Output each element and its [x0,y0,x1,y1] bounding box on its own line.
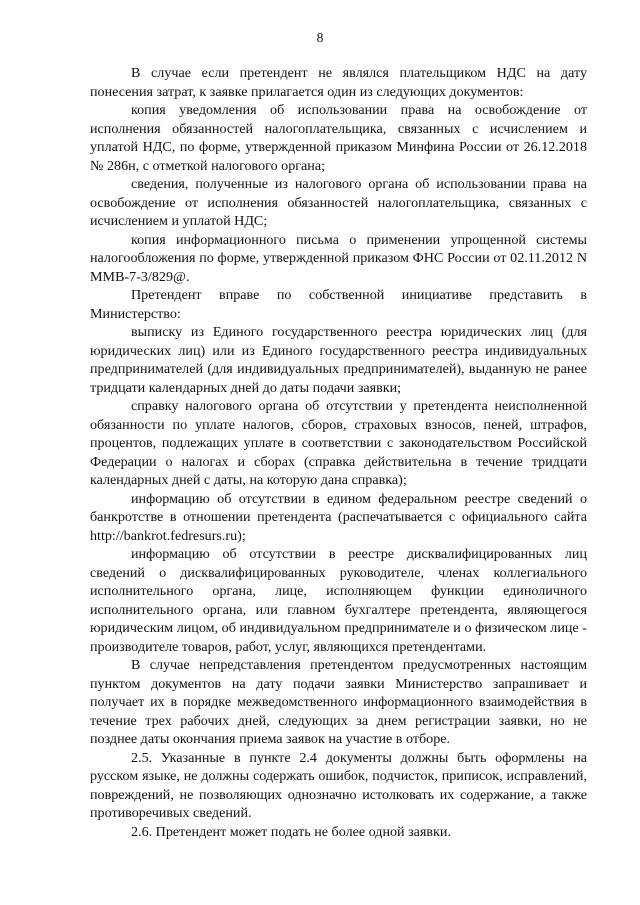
paragraph-interagency-request: В случае непредставления претендентом предусмотренных настоящим пунктом документов на дату подачи заявки Министерство запрашивает и получает их в порядке межведомственного информационного взаимодействия в течение трех рабочих дней, следующих за днем регистрации заявки, но не позднее даты окончания приема заявок на участие в отборе. [90,657,587,747]
paragraph-clause-2-6: 2.6. Претендент может подать не более одной заявки. [131,823,451,840]
paragraph-simplified-tax-letter: копия информационного письма о применении упрощенной системы налогообложения по форме, утвержденной приказом ФНС России от 02.11.2012 N ММВ-7-3/829@. [90,231,587,285]
paragraph-tax-authority-info: сведения, полученные из налогового органа об использовании права на освобождение от исполнения обязанностей налогоплательщика, связанных с исчислением и уплатой НДС; [90,176,587,229]
paragraph-registry-extract: выписку из Единого государственного реестра юридических лиц (для юридических лиц) или из Единого государственного реестра индивидуальных предпринимателей (для индивидуальных предпринимателей), выданную не ранее тридцати календарных дней до даты подачи заявки; [90,324,587,396]
paragraph-non-vat-payer-intro: В случае если претендент не являлся плательщиком НДС на дату понесения затрат, к заявке прилагается один из следующих документов: [90,65,587,100]
paragraph-optional-documents-intro: Претендент вправе по собственной инициативе представить в Министерство: [90,287,587,322]
paragraph-disqualified-persons-info: информацию об отсутствии в реестре дисквалифицированных лиц сведений о дисквалифицированных руководителе, членах коллегиального исполнительного органа, лице, исполняющем функции единоличного исполнительного органа, или главном бухгалтере претендента, являющегося юридическим лицом, об индивидуальном предпринимателе и о физическом лице - производителе товаров, работ, услуг, являющихся претендентами. [90,546,587,655]
paragraph-clause-2-5: 2.5. Указанные в пункте 2.4 документы должны быть оформлены на русском языке, не должны содержать ошибок, подчисток, приписок, исправлений, повреждений, не позволяющих однозначно истолковать их содержание, а также противоречивых сведений. [90,749,587,821]
paragraph-exemption-notice-copy: копия уведомления об использовании права на освобождение от исполнения обязанностей налогоплательщика, связанных с исчислением и уплатой НДС, по форме, утвержденной приказом Минфина России от 26.12.2018 № 286н, с отметкой налогового органа; [90,102,587,174]
page-number: 8 [316,30,324,45]
paragraph-tax-certificate: справку налогового органа об отсутствии у претендента неисполненной обязанности по уплате налогов, сборов, страховых взносов, пеней, штрафов, процентов, подлежащих уплате в соответствии с законодательством Российской Федерации о налогах и сборах (справка действительна в течение тридцати календарных дней с даты, на которую дана справка); [90,398,587,488]
document-body [90,64,587,841]
paragraph-bankruptcy-info: информацию об отсутствии в едином федеральном реестре сведений о банкротстве в отношении претендента (распечатывается с официального сайта http://bankrot.fedresurs.ru); [90,490,587,544]
